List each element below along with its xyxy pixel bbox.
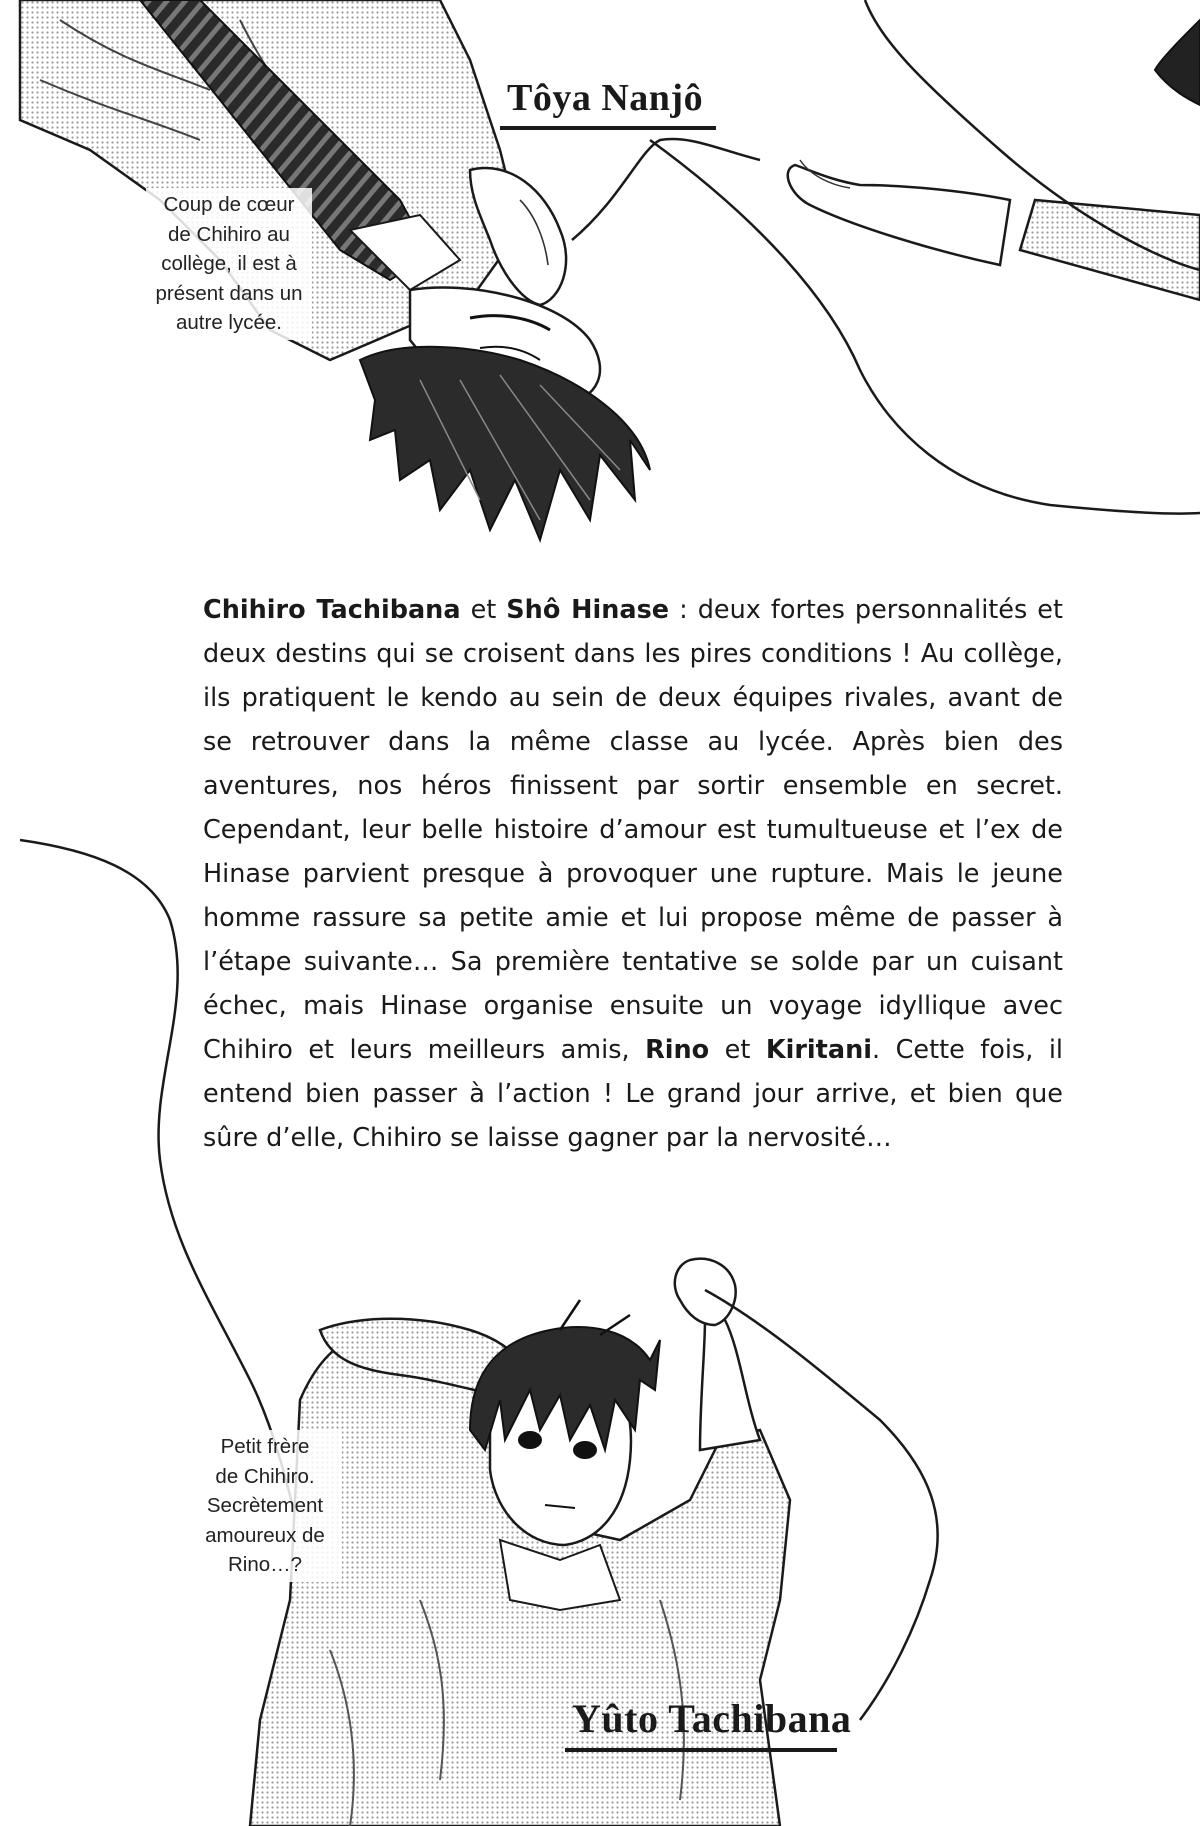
toya-caption-line: Coup de cœur xyxy=(163,193,295,216)
yuto-caption-line: Rino…? xyxy=(227,1553,303,1576)
character-name-kiritani: Kiritani xyxy=(765,1035,872,1065)
yuto-caption xyxy=(188,1430,342,1582)
toya-caption-line: de Chihiro au xyxy=(168,222,290,246)
character-name-chihiro: Chihiro Tachibana xyxy=(203,595,461,625)
toya-caption-line: autre lycée. xyxy=(176,311,282,334)
synopsis-paragraph xyxy=(203,588,1063,1160)
synopsis-text: et xyxy=(460,595,507,625)
character-name-rino: Rino xyxy=(645,1035,710,1065)
synopsis-text: : deux fortes personnalités et deux destins qui se croisent dans les pires conditions ! Au collège, ils pratiquent le kendo au sein de deux équipes rivales, avant de se retrouver dans la même classe au lycée. Après bien des aventures, nos héros finissent par sortir ensemble en secret. Cependant, leur belle histoire d’amour est tumultueuse et l’ex de Hinase parvient presque à provoquer une rupture. Mais le jeune homme rassure sa petite amie et lui propose même de passer à l’étape suivante… Sa première tentative se solde par un cuisant échec, mais Hinase organise ensuite un voyage idyllique avec Chihiro et leurs meilleurs amis, xyxy=(203,595,1063,1065)
yuto-caption-line: de Chihiro. xyxy=(215,1464,315,1488)
toya-caption-line: présent dans un xyxy=(155,281,303,305)
toya-name-underline xyxy=(500,126,716,130)
character-name-hinase: Shô Hinase xyxy=(506,595,670,625)
reaching-arm xyxy=(788,160,1200,300)
synopsis-text: et xyxy=(709,1035,766,1065)
toya-caption xyxy=(146,188,312,340)
yuto-name-label: Yûto Tachibana xyxy=(572,1696,852,1741)
yuto-caption-line: amoureux de xyxy=(205,1523,325,1547)
toya-name-label: Tôya Nanjô xyxy=(507,77,704,119)
toya-caption-line: collège, il est à xyxy=(161,252,297,275)
yuto-caption-line: Secrètement xyxy=(206,1494,324,1517)
synopsis-text: . Cette fois, il entend bien passer à l’action ! Le grand jour arrive, et bien que sûre d’elle, Chihiro se laisse gagner par la nervosité… xyxy=(203,1035,1063,1153)
yuto-name-underline xyxy=(565,1748,837,1752)
yuto-caption-line: Petit frère xyxy=(220,1435,310,1458)
